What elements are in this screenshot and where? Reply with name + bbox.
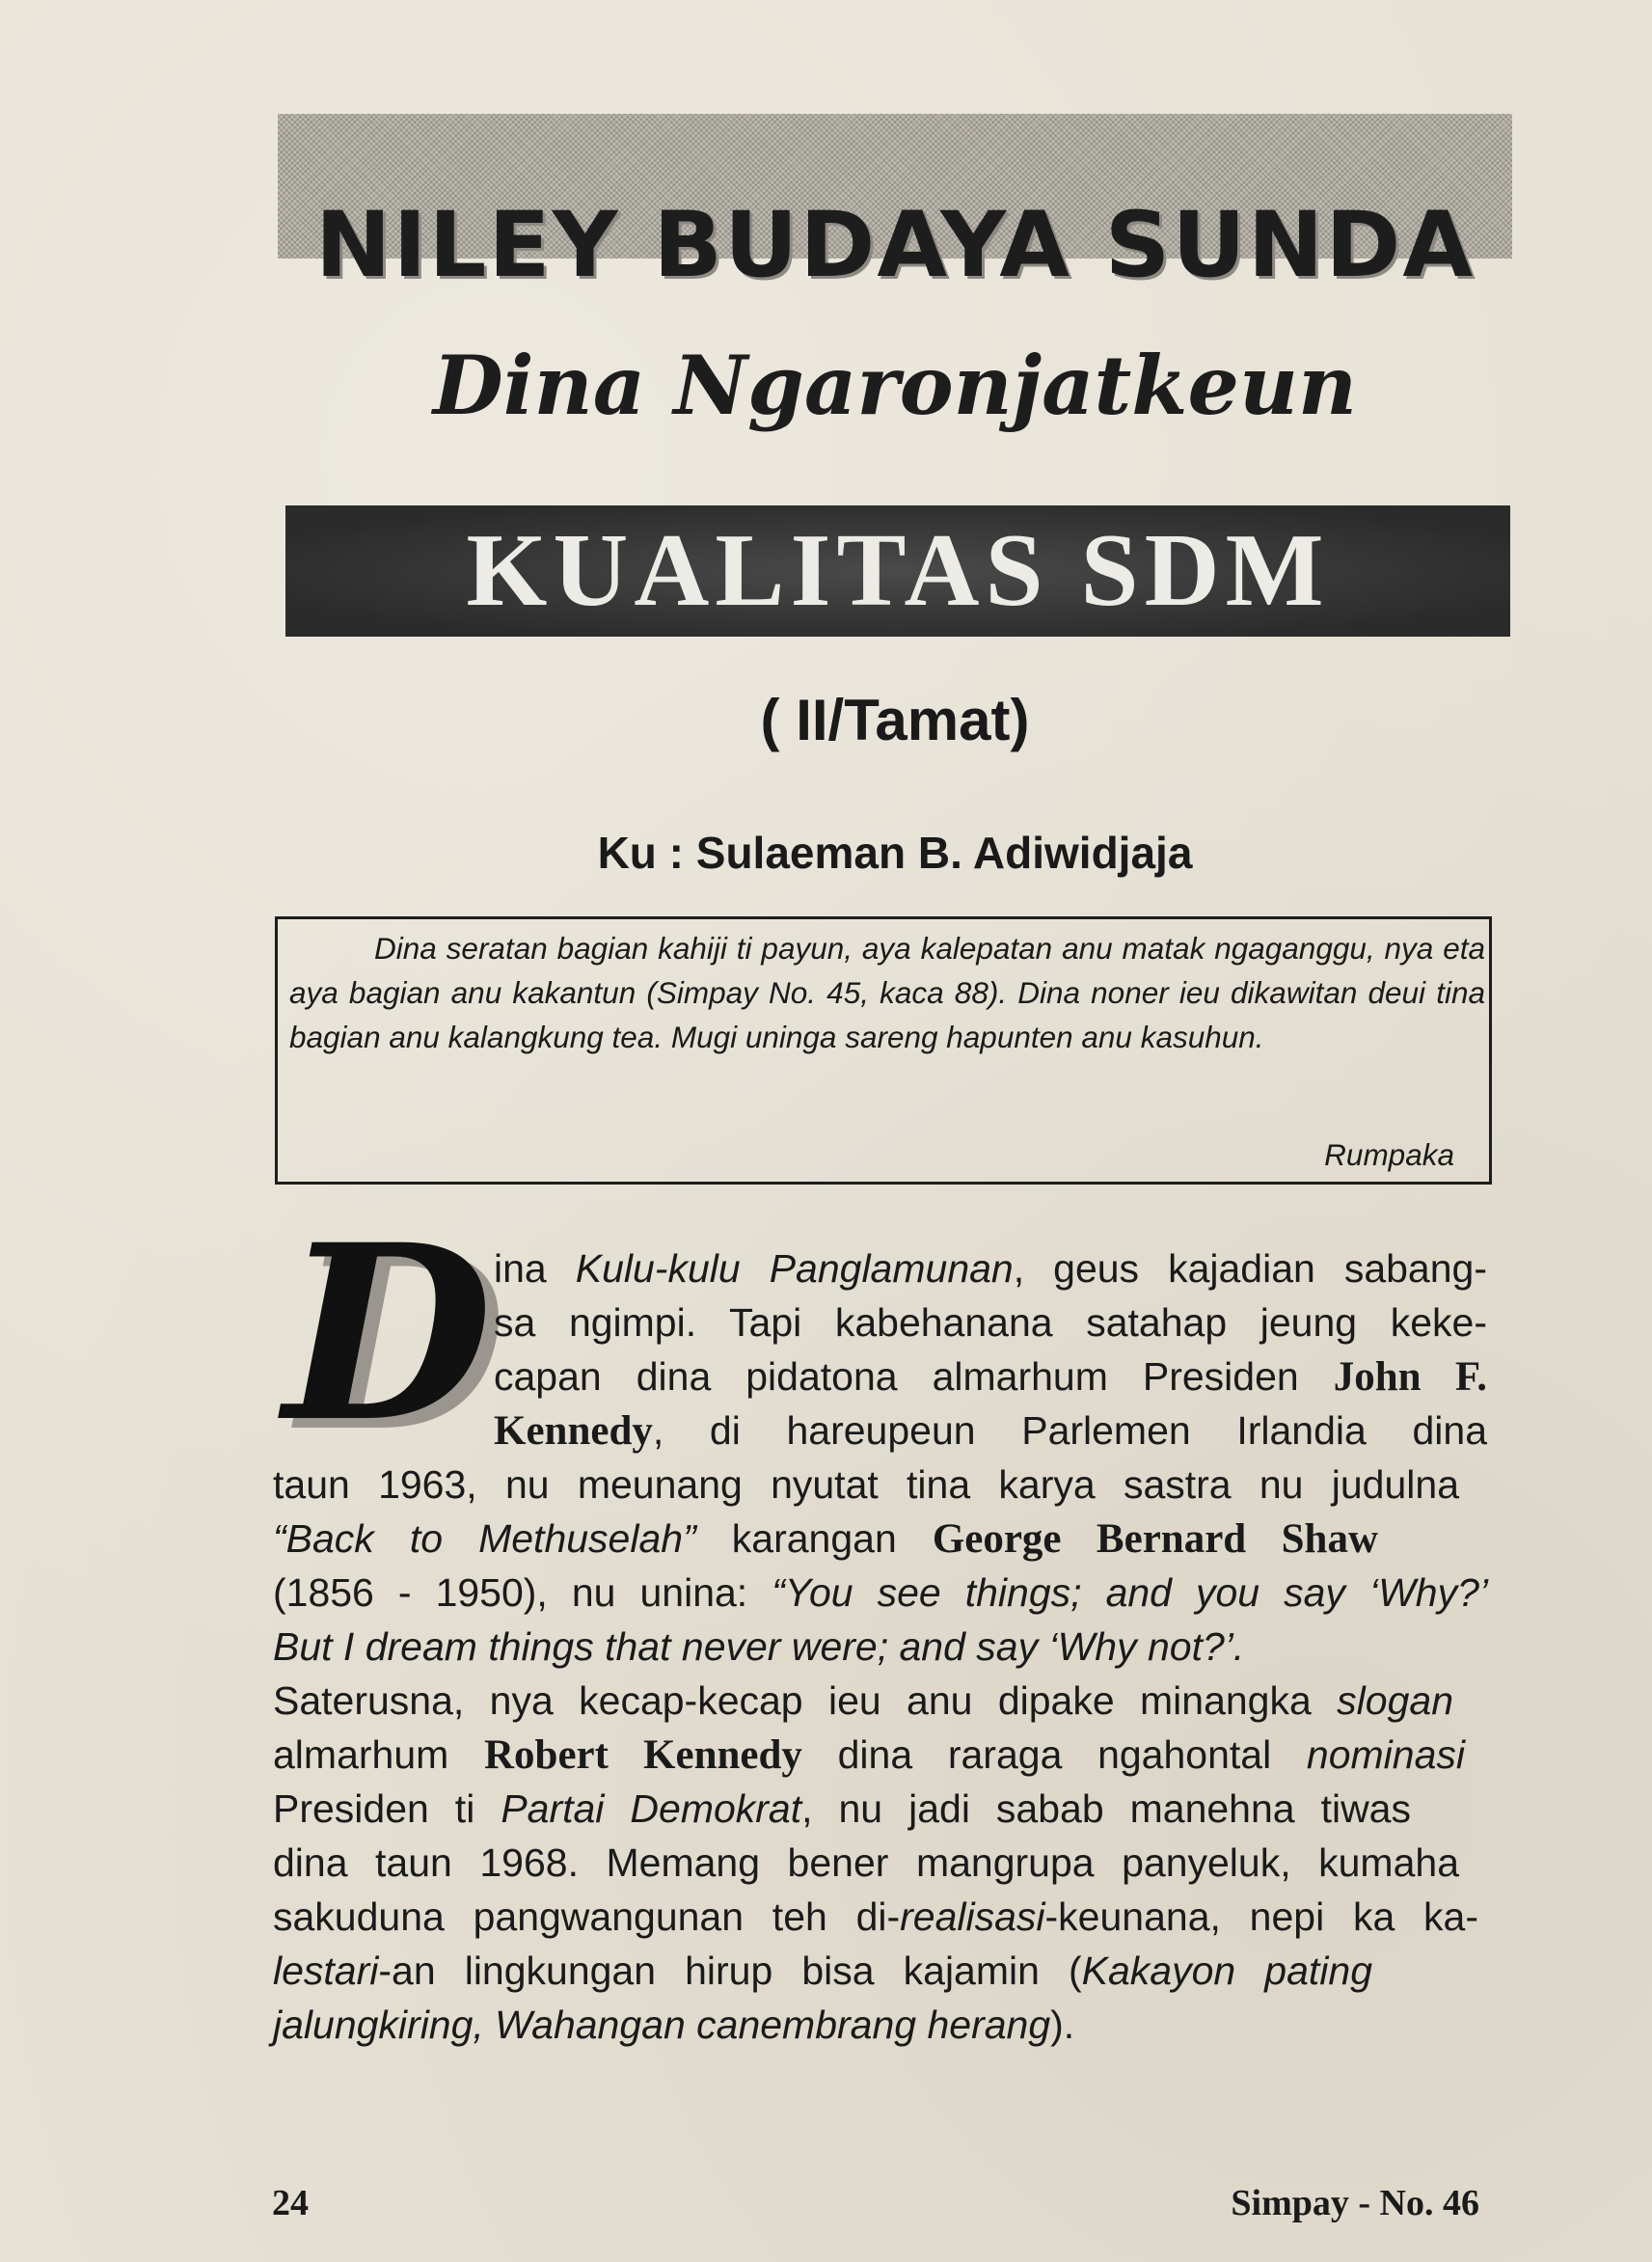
magazine-issue: Simpay - No. 46 (1231, 2183, 1479, 2223)
drop-cap: D (284, 1191, 493, 1475)
body-line: But I dream things that never were; and say ‘Why not?’. (273, 1624, 1245, 1669)
body-line: dina taun 1968. Memang bener mangrupa panyeluk, kumaha (273, 1840, 1459, 1885)
body-line: almarhum Robert Kennedy dina raraga ngahontal nominasi (273, 1732, 1466, 1778)
body-line: jalungkiring, Wahangan canembrang herang). (273, 2003, 1075, 2047)
byline: Ku : Sulaeman B. Adiwidjaja (597, 828, 1193, 878)
body-line: lestari-an lingkungan hirup bisa kajamin (Kakayon pating (273, 1949, 1372, 1993)
body-line: Saterusna, nya kecap-kecap ieu anu dipake minangka slogan (273, 1678, 1453, 1723)
body-line: capan dina pidatona almarhum Presiden John F. (494, 1354, 1487, 1400)
body-line: Kennedy, di hareupeun Parlemen Irlandia dina (494, 1408, 1487, 1454)
title-box-text: KUALITAS SDM (466, 513, 1330, 628)
part-label: ( II/Tamat) (760, 688, 1030, 752)
body-line: Presiden ti Partai Demokrat, nu jadi sabab manehna tiwas (273, 1786, 1411, 1831)
editor-note-text: Dina seratan bagian kahiji ti payun, aya kalepatan anu matak ngaganggu, nya eta aya bagian anu kakantun (Simpay No. 45, kaca 88). Dina noner ieu dikawitan deui tina bagian anu kalangkung tea. Mugi uninga sareng hapunten anu kasuhun. (289, 931, 1485, 1054)
body-line: (1856 - 1950), nu unina: “You see things; and you say ‘Why?’ (273, 1570, 1488, 1615)
subheadline-script: Dina Ngaronjatkeun (432, 338, 1358, 433)
body-line: taun 1963, nu meunang nyutat tina karya sastra nu judulna (273, 1462, 1459, 1507)
body-line: ina Kulu-kulu Panglamunan, geus kajadian sabang- (494, 1246, 1487, 1291)
editor-note-signature: Rumpaka (1324, 1137, 1454, 1172)
body-line: “Back to Methuselah” karangan George Bernard Shaw (273, 1516, 1378, 1562)
body-line: sakuduna pangwangunan teh di-realisasi-keunana, nepi ka ka- (273, 1894, 1478, 1939)
headline: NILEY BUDAYA SUNDA (314, 193, 1476, 298)
page-number: 24 (272, 2183, 309, 2223)
body-line: sa ngimpi. Tapi kabehanana satahap jeung keke- (494, 1300, 1487, 1345)
